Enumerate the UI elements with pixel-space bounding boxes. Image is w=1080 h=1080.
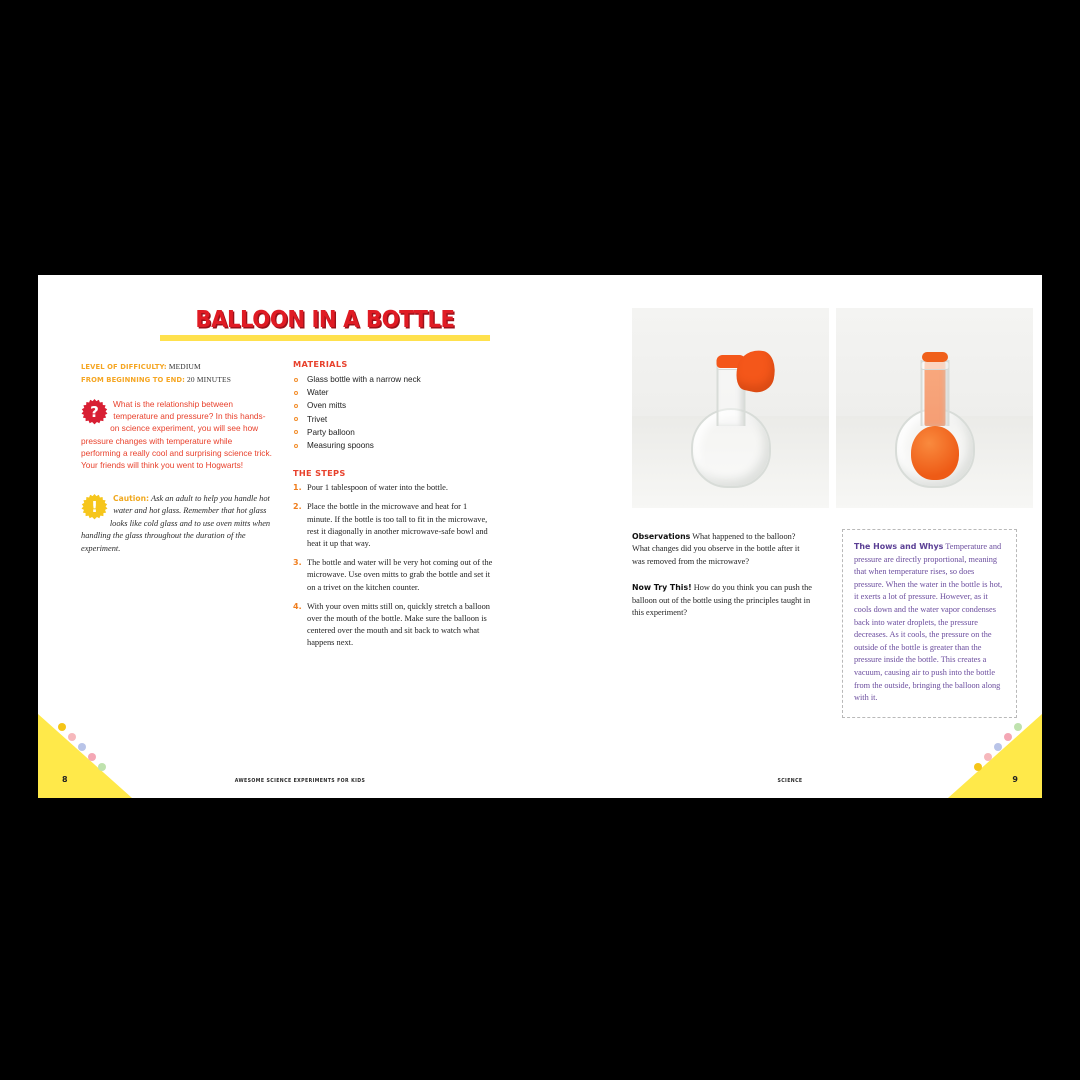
question-mark-glyph: ? [90,402,99,421]
list-item: Pour 1 tablespoon of water into the bottle. [307,483,448,493]
balloon-inside-bulb [911,426,959,480]
question-mark-badge-icon [81,399,108,426]
list-item: With your oven mitts still on, quickly stretch a balloon over the mouth of the bottle. Make sure the balloon is centered over the mouth and sit back to watch what happens next. [307,601,490,648]
list-item: Water [293,386,493,399]
running-head-left: AWESOME SCIENCE EXPERIMENTS FOR KIDS [234,778,366,784]
dot-icon [1014,723,1022,731]
now-try-this-paragraph [632,582,814,619]
meta-block [81,361,281,386]
page-title: BALLOON IN A BOTTLE [195,307,455,333]
exclamation-badge-icon [81,494,108,521]
list-item: The bottle and water will be very hot coming out of the microwave. Use oven mitts to grab the bottle and set it on a trivet on the kitchen counter. [307,558,493,592]
list-item: Glass bottle with a narrow neck [293,373,493,386]
page-number-left: 8 [62,775,68,784]
caution-body: Ask an adult to help you handle hot water and hot glass. Remember that hot glass looks like cold glass and to use oven mitts when handling the glass throughout the duration of the experiment. [81,494,271,553]
difficulty-line [81,361,281,374]
right-page [540,275,1042,798]
bottle-illustration [681,338,781,488]
balloon-rim [922,352,948,362]
left-page-second-column [293,359,493,657]
bottle-collar [920,361,949,370]
hows-and-whys-text: Temperature and pressure are directly proportional, meaning that when temperature rises, so does pressure. When the water in the bottle is hot, it exerts a lot of pressure. However, as it cools down and the water vapor condenses back into water droplets, the pressure decreases. As it cools, the pressure on the outside of the bottle is greater than the pressure inside the bottle. This creates a vacuum, causing air to push into the bottle from the outside, bringing the balloon along with it. [854,542,1003,703]
decorative-dots [38,714,132,798]
difficulty-value: MEDIUM [168,362,201,371]
question-callout-text: What is the relationship between temperature and pressure? In this hands-on science experiment, you will see how pressure changes with temperature while performing a really cool and surprising science trick. Your friends will think you went to Hogwarts! [81,399,272,471]
observations-block [632,531,814,633]
caution-callout-text [81,493,273,555]
now-try-this-text: How do you think you can push the balloon out of the bottle using the principles taught in this experiment? [632,583,812,618]
page-number-right: 9 [1012,775,1018,784]
right-corner-decoration [948,714,1042,798]
materials-list [293,373,493,452]
caution-callout [81,493,273,555]
observations-paragraph [632,531,814,568]
steps-list [293,482,493,649]
decorative-dots [948,714,1042,798]
list-item: Trivet [293,413,493,426]
exclamation-glyph: ! [91,497,98,516]
dot-icon [68,733,76,741]
observations-text: What happened to the balloon? What changes did you observe in the bottle after it was removed from the microwave? [632,532,800,566]
list-item: Measuring spoons [293,439,493,452]
duration-label: FROM BEGINNING TO END: [81,375,185,384]
bottle-illustration [885,338,985,488]
dot-icon [58,723,66,731]
title-underline-rule [160,335,490,341]
list-item: Place the bottle in the microwave and heat for 1 minute. If the bottle is too tall to fit in the microwave, rest it diagonally in another microwave-safe bowl and heat it up that way. [307,502,488,549]
dot-icon [78,743,86,751]
running-head-right: SCIENCE [777,778,803,784]
materials-heading: MATERIALS [293,359,348,369]
now-try-this-label: Now Try This! [632,583,692,593]
duration-value: 20 MINUTES [187,374,232,384]
dot-icon [1004,733,1012,741]
photo-balloon-inside-bottle [836,308,1033,508]
dot-icon [974,763,982,771]
observations-label: Observations [632,532,691,541]
hows-and-whys-box [842,529,1017,718]
dot-icon [994,743,1002,751]
caution-label: Caution: [113,494,150,503]
dot-icon [98,763,106,771]
difficulty-label: LEVEL OF DIFFICULTY: [81,363,167,371]
title-block [160,309,490,341]
question-callout [81,398,273,471]
list-item: Oven mitts [293,399,493,412]
hows-and-whys-paragraph [854,541,1006,705]
hows-and-whys-label: The Hows and Whys [854,542,944,551]
photo-balloon-on-bottle [632,308,829,508]
book-spread [38,275,1042,798]
steps-heading: THE STEPS [293,468,346,479]
left-page [38,275,540,798]
left-corner-decoration [38,714,132,798]
list-item: Party balloon [293,426,493,439]
dot-icon [88,753,96,761]
dot-icon [984,753,992,761]
duration-line [81,374,281,387]
